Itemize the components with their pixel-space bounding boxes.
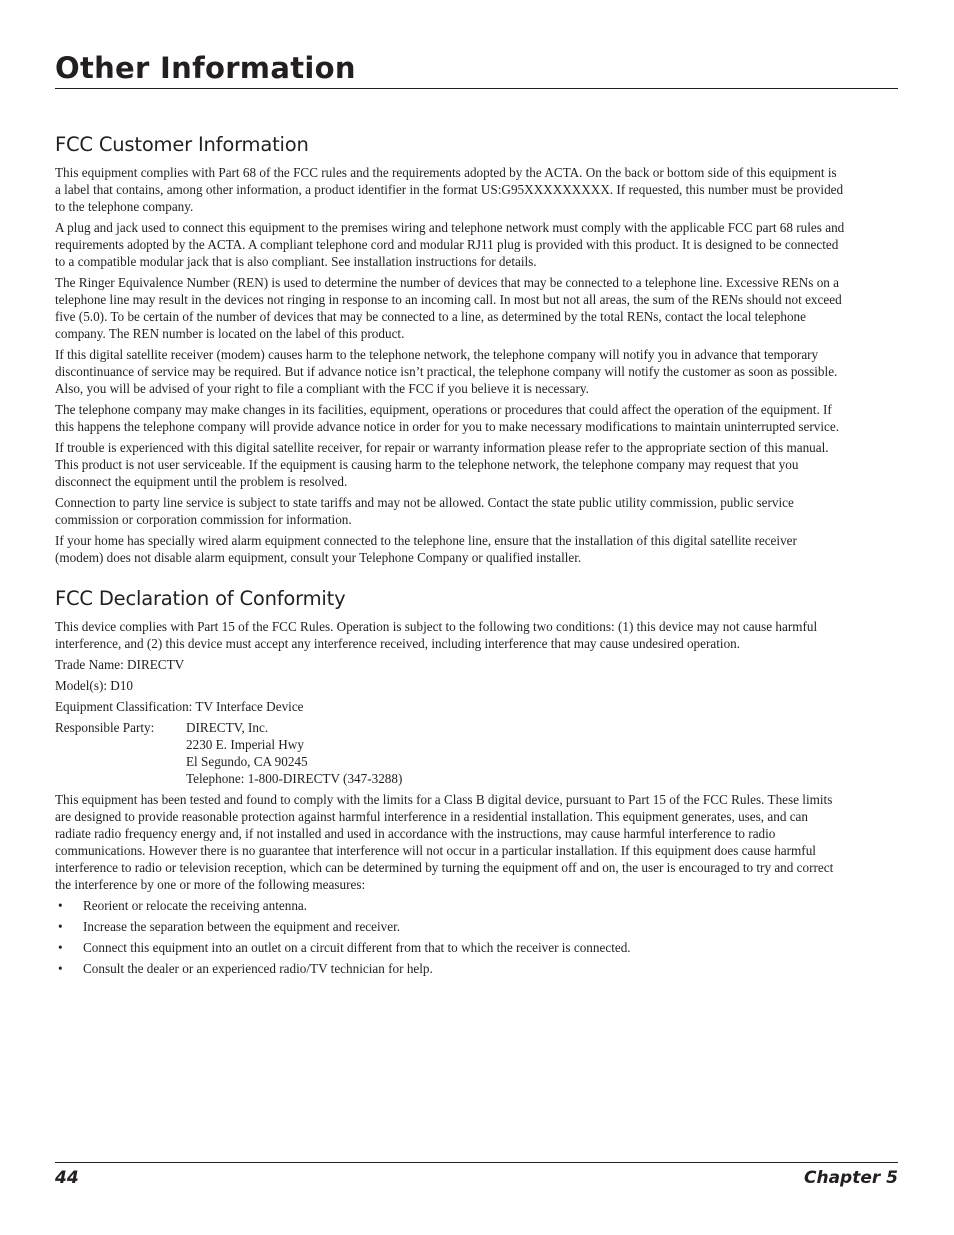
paragraph: The telephone company may make changes in its facilities, equipment, operations or procedures that could affect the operation of the equipment. If this happens the telephone company will provide advance notice in order for you to make necessary modifications to maintain uninterrupted service.: [55, 402, 840, 434]
paragraph: If this digital satellite receiver (modem) causes harm to the telephone network, the telephone company will notify you in advance that temporary discontinuance of service may be required. But if advance notice isn’t practical, the telephone company will notify the customer as soon as possible. Also, you will be advised of your right to file a compliant with the FCC if you believe it is necessary.: [55, 347, 838, 396]
paragraph: Connection to party line service is subject to state tariffs and may not be allowed. Contact the state public utility commission, public service commission or corporation commission for information.: [55, 495, 794, 527]
list-item: [55, 897, 845, 914]
title-divider: [55, 88, 898, 89]
list-item-text: Consult the dealer or an experienced radio/TV technician for help.: [83, 961, 433, 976]
section-heading: FCC Customer Information: [55, 133, 309, 156]
conformity-intro: This device complies with Part 15 of the FCC Rules. Operation is subject to the following two conditions: (1) this device may not cause harmful interference, and (2) this device must accept any interference received, including interference that may cause undesired operation.: [55, 619, 818, 651]
bullet-icon: •: [58, 940, 63, 955]
address-line: El Segundo, CA 90245: [186, 754, 308, 769]
paragraph: A plug and jack used to connect this equipment to the premises wiring and telephone network must comply with the applicable FCC part 68 rules and requirements adopted by the ACTA. A compliant telephone cord and modular RJ11 plug is provided with this product. It is designed to be connected to a compatible modular jack that is also compliant. See installation instructions for details.: [55, 220, 845, 269]
fcc-customer-information-section: [55, 130, 845, 566]
responsible-party-address: [186, 719, 402, 787]
bullet-icon: •: [58, 961, 63, 976]
paragraph: If your home has specially wired alarm equipment connected to the telephone line, ensure that the installation of this digital satellite receiver (modem) does not disable alarm equipment, consult your Telephone Company or qualified installer.: [55, 533, 797, 565]
footer-divider: [55, 1162, 898, 1163]
paragraph: This equipment complies with Part 68 of the FCC rules and the requirements adopted by the ACTA. On the back or bottom side of this equipment is a label that contains, among other information, a product identifier in the format US:G95XXXXXXXXX. If requested, this number must be provided to the telephone company.: [55, 165, 844, 214]
testing-paragraph: This equipment has been tested and found to comply with the limits for a Class B digital device, pursuant to Part 15 of the FCC Rules. These limits are designed to provide reasonable protection against harmful interference in a residential installation. This equipment generates, uses, and can radiate radio frequency energy and, if not installed and used in accordance with the instructions, may cause harmful interference to radio communications. However there is no guarantee that interference will not occur in a particular installation. If this equipment does cause harmful interference to radio or television reception, which can be determined by turning the equipment off and on, the user is encouraged to try and correct the interference by one or more of the following measures:: [55, 792, 834, 892]
model-number: Model(s): D10: [55, 678, 134, 693]
page-number: 44: [55, 1168, 79, 1188]
section-heading: FCC Declaration of Conformity: [55, 587, 346, 610]
responsible-party-label: Responsible Party:: [55, 720, 155, 735]
chapter-label: Chapter 5: [803, 1168, 898, 1188]
address-line: 2230 E. Imperial Hwy: [186, 737, 304, 752]
trade-name: Trade Name: DIRECTV: [55, 657, 185, 672]
address-line: DIRECTV, Inc.: [186, 720, 269, 735]
responsible-party: [55, 719, 845, 787]
list-item-text: Reorient or relocate the receiving antenna.: [83, 898, 308, 913]
list-item-text: Connect this equipment into an outlet on a circuit different from that to which the receiver is connected.: [83, 940, 631, 955]
bullet-icon: •: [58, 919, 63, 934]
page-title: Other Information: [55, 51, 356, 85]
page-content: [55, 130, 845, 981]
list-item: [55, 960, 845, 977]
address-line: Telephone: 1-800-DIRECTV (347-3288): [186, 771, 403, 786]
equipment-classification: Equipment Classification: TV Interface Device: [55, 699, 304, 714]
list-item: [55, 918, 845, 935]
fcc-declaration-of-conformity-section: [55, 584, 845, 977]
interference-measures-list: [55, 897, 845, 977]
paragraph: The Ringer Equivalence Number (REN) is used to determine the number of devices that may be connected to a telephone line. Excessive RENs on a telephone line may result in the devices not ringing in response to an incoming call. In most but not all areas, the sum of the RENs should not exceed five (5.0). To be certain of the number of devices that may be connected to a line, as determined by the total RENs, contact the local telephone company. The REN number is located on the label of this product.: [55, 275, 842, 341]
list-item: [55, 939, 845, 956]
list-item-text: Increase the separation between the equipment and receiver.: [83, 919, 401, 934]
paragraph: If trouble is experienced with this digital satellite receiver, for repair or warranty information please refer to the appropriate section of this manual. This product is not user serviceable. If the equipment is causing harm to the telephone network, the telephone company may request that you disconnect the equipment until the problem is resolved.: [55, 440, 829, 489]
bullet-icon: •: [58, 898, 63, 913]
